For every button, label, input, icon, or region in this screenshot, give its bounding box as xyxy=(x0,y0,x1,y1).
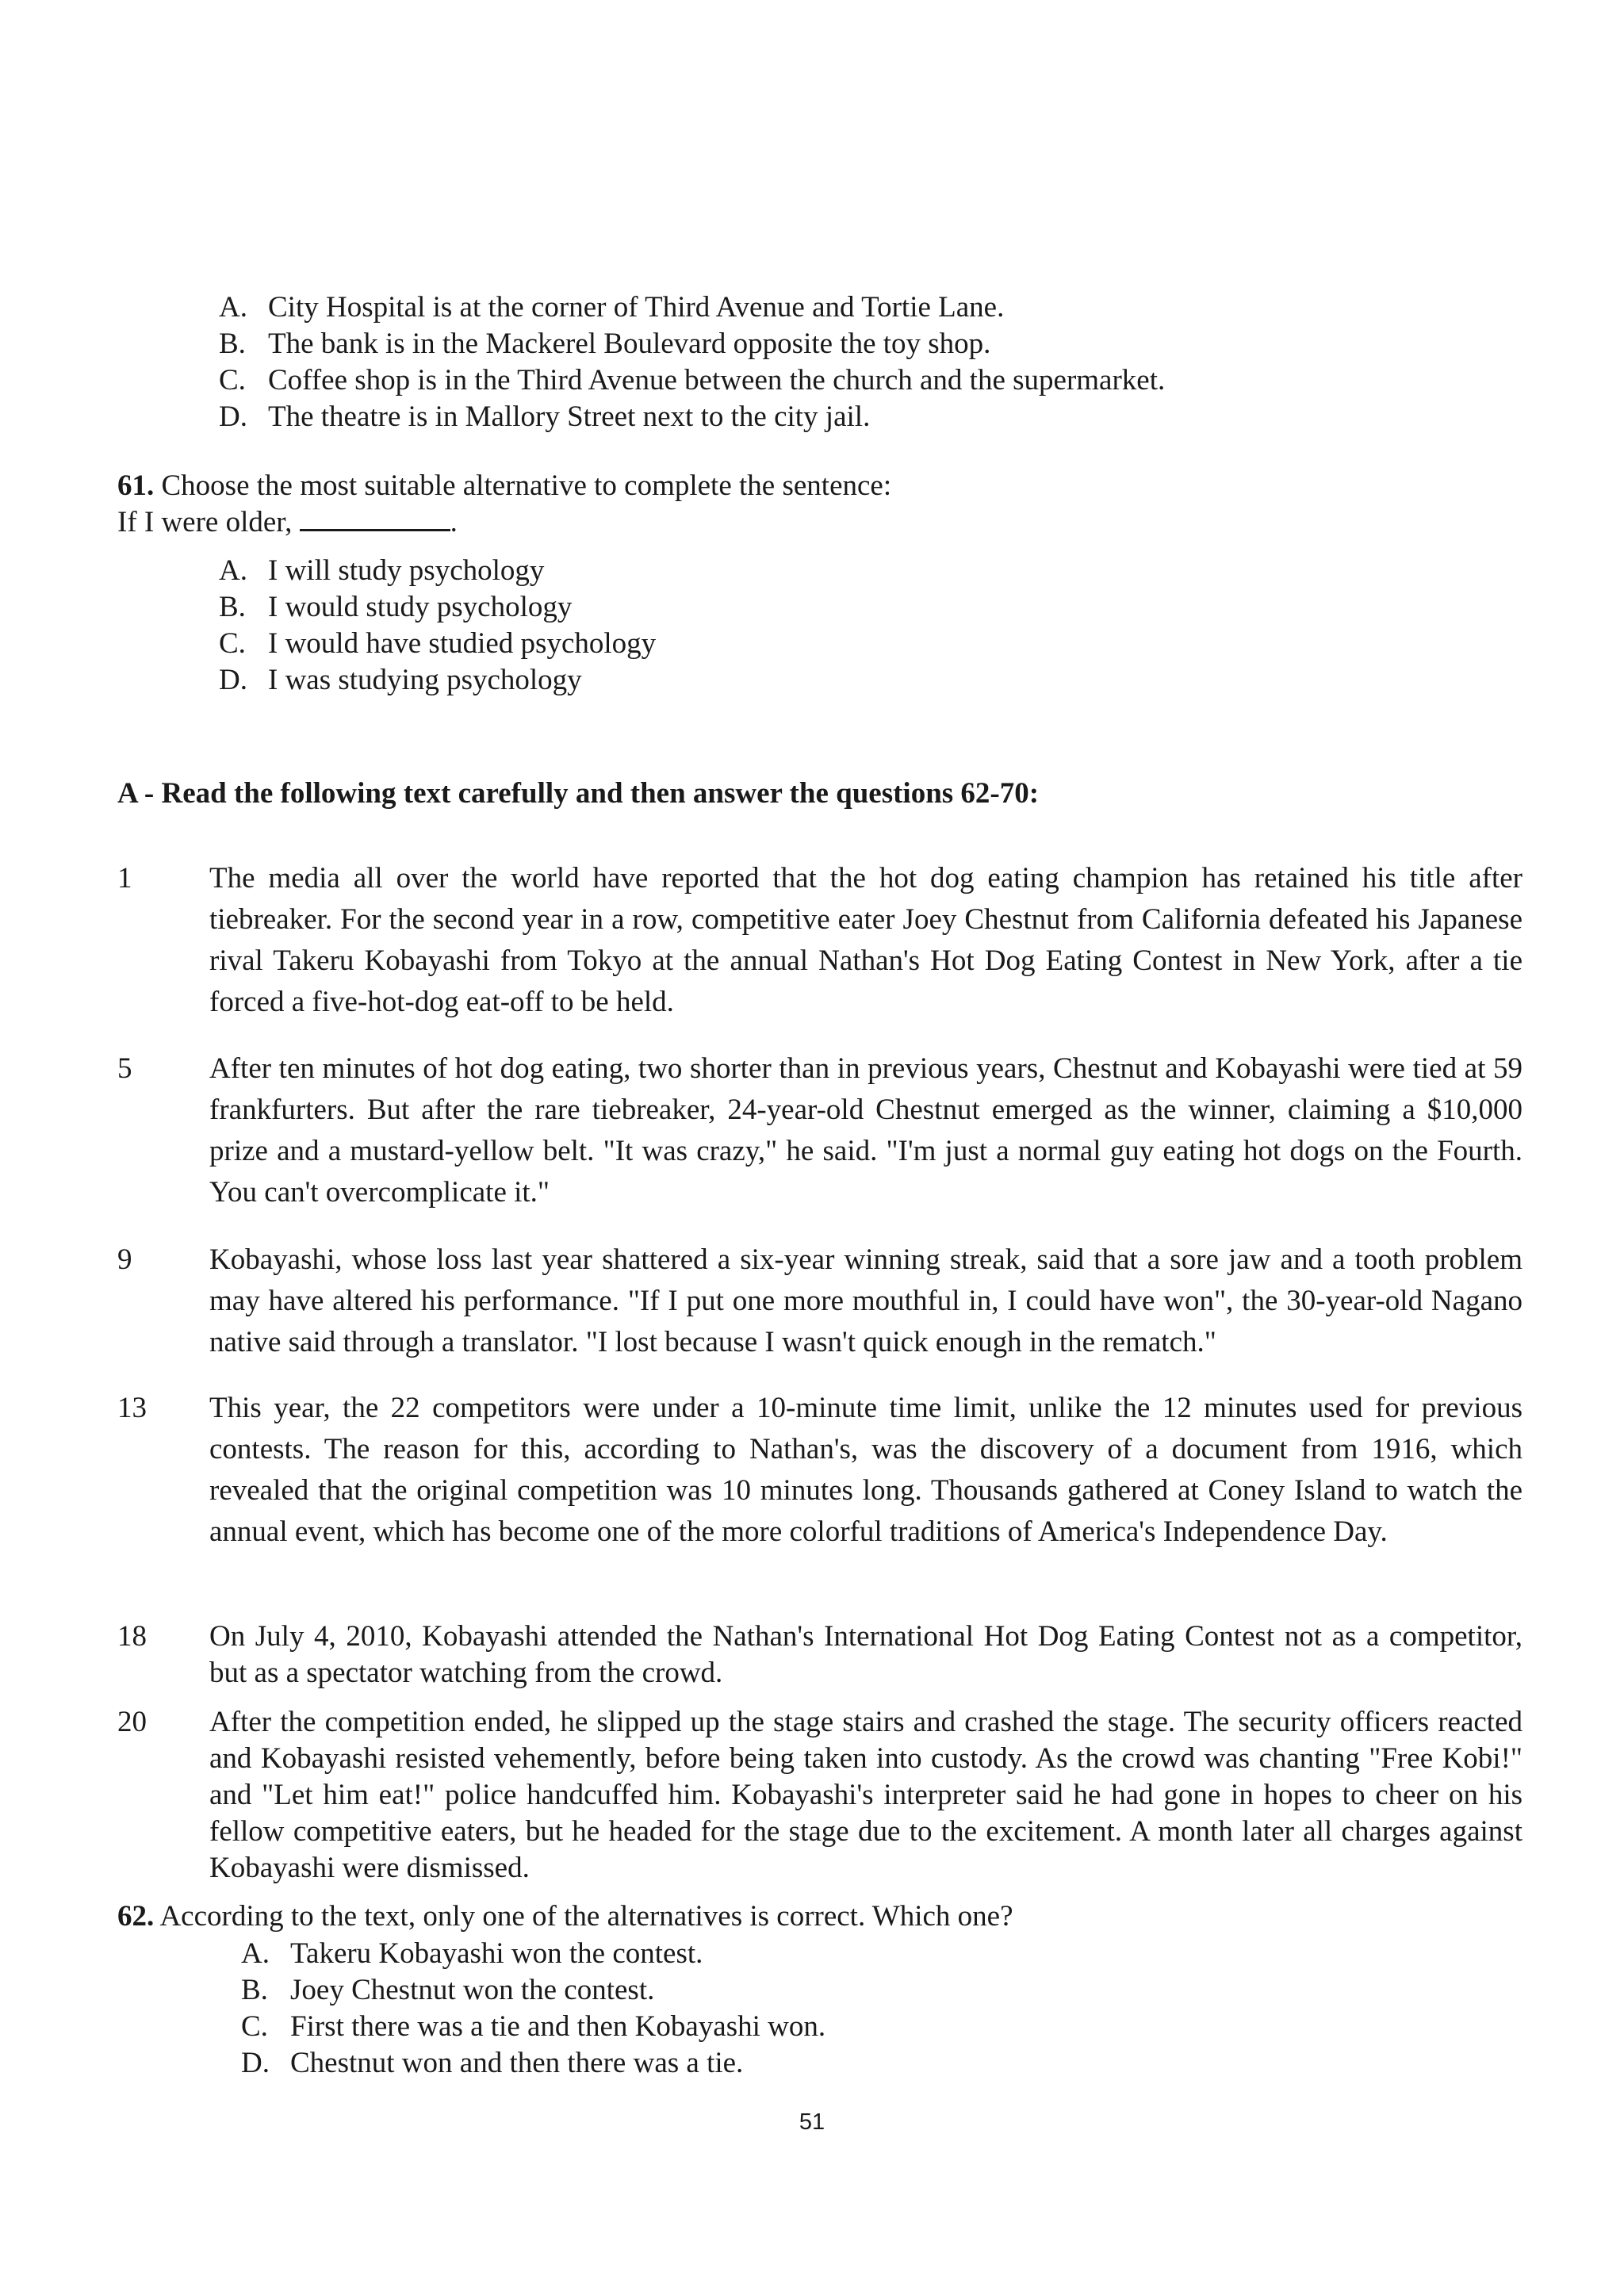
option-letter: D. xyxy=(219,400,247,433)
question-62 xyxy=(117,1898,1013,1935)
option-text: Joey Chestnut won the contest. xyxy=(290,1974,655,2006)
option-text: The bank is in the Mackerel Boulevard opposite the toy shop. xyxy=(268,328,991,360)
option-letter: B. xyxy=(241,1974,268,2006)
page-number: 51 xyxy=(799,2109,825,2135)
option-text: Chestnut won and then there was a tie. xyxy=(290,2047,744,2079)
q61-option-d xyxy=(219,662,582,699)
prev-option-b xyxy=(219,326,990,362)
q61-option-b xyxy=(219,589,572,626)
paragraph-text: After ten minutes of hot dog eating, two shorter than in previous years, Chestnut and Kobayashi were tied at 59 frankfurters. But after the rare tiebreaker, 24-year-old Chestnut emerged as the winner, claiming a $10,000 prize and a mustard-yellow belt. "It was crazy," he said. "I'm just a normal guy eating hot dogs on the Fourth. You can't overcomplicate it." xyxy=(209,1052,1522,1209)
prev-option-c xyxy=(219,362,1165,399)
question-61 xyxy=(117,468,891,541)
q62-option-b xyxy=(241,1972,654,2009)
option-letter: A. xyxy=(219,291,247,324)
option-text: City Hospital is at the corner of Third Avenue and Tortie Lane. xyxy=(268,291,1005,324)
option-letter: A. xyxy=(241,1937,270,1970)
line-number: 13 xyxy=(117,1392,147,1424)
option-letter: D. xyxy=(219,664,247,696)
line-number: 5 xyxy=(117,1052,132,1085)
option-letter: C. xyxy=(241,2010,268,2043)
q62-option-d xyxy=(241,2045,743,2082)
line-number: 18 xyxy=(117,1620,147,1653)
question-prompt-text: Choose the most suitable alternative to complete the sentence: xyxy=(154,469,892,502)
option-text: I was studying psychology xyxy=(268,664,582,696)
question-stem-text: If I were older, xyxy=(117,506,300,538)
paragraph-text: Kobayashi, whose loss last year shattered a six-year winning streak, said that a sore jaw and a tooth problem may have altered his performance. "If I put one more mouthful in, I could have won", the 30-year-old Nagano native said through a translator. "I lost because I wasn't quick enough in the rematch." xyxy=(209,1243,1522,1358)
q61-option-a xyxy=(219,553,544,589)
q62-option-a xyxy=(241,1936,703,1972)
line-number: 20 xyxy=(117,1706,147,1738)
question-stem-end: . xyxy=(450,506,458,538)
question-number: 61. xyxy=(117,469,155,502)
prev-option-d xyxy=(219,399,870,435)
option-letter: A. xyxy=(219,554,247,587)
prev-option-a xyxy=(219,289,1004,326)
q61-option-c xyxy=(219,626,656,662)
section-heading: A - Read the following text carefully and then answer the questions 62-70: xyxy=(117,777,1040,810)
paragraph-text: On July 4, 2010, Kobayashi attended the Nathan's International Hot Dog Eating Contest not as a competitor, but as a spectator watching from the crowd. xyxy=(209,1620,1522,1689)
option-text: Coffee shop is in the Third Avenue between the church and the supermarket. xyxy=(268,364,1166,397)
option-text: First there was a tie and then Kobayashi won. xyxy=(290,2010,826,2043)
paragraph-text: After the competition ended, he slipped up the stage stairs and crashed the stage. The security officers reacted and Kobayashi resisted vehemently, before being taken into custody. As the crowd was chanting "Free Kobi!" and "Let him eat!" police handcuffed him. Kobayashi's interpreter said he had gone in hopes to cheer on his fellow competitive eaters, but he headed for the stage due to the excitement. A month later all charges against Kobayashi were dismissed. xyxy=(209,1706,1522,1884)
paragraph-text: The media all over the world have reported that the hot dog eating champion has retained his title after tiebreaker. For the second year in a row, competitive eater Joey Chestnut from California defeated his Japanese rival Takeru Kobayashi from Tokyo at the annual Nathan's Hot Dog Eating Contest in New York, after a tie forced a five-hot-dog eat-off to be held. xyxy=(209,862,1522,1018)
option-letter: B. xyxy=(219,591,246,623)
option-letter: D. xyxy=(241,2047,270,2079)
option-text: I would study psychology xyxy=(268,591,573,623)
paragraph-text: This year, the 22 competitors were under a 10-minute time limit, unlike the 12 minutes used for previous contests. The reason for this, according to Nathan's, was the discovery of a document from 1916, which revealed that the original competition was 10 minutes long. Thousands gathered at Coney Island to watch the annual event, which has become one of the more colorful traditions of America's Independence Day. xyxy=(209,1392,1522,1548)
option-letter: B. xyxy=(219,328,246,360)
q62-option-c xyxy=(241,2009,825,2045)
answer-blank xyxy=(300,505,450,531)
question-prompt-text: According to the text, only one of the alternatives is correct. Which one? xyxy=(154,1900,1013,1933)
line-number: 9 xyxy=(117,1243,132,1276)
question-number: 62. xyxy=(117,1900,155,1933)
question-61-prompt xyxy=(117,468,891,504)
question-61-stem xyxy=(117,504,891,541)
option-text: I would have studied psychology xyxy=(268,627,657,660)
option-text: I will study psychology xyxy=(268,554,545,587)
line-number: 1 xyxy=(117,862,132,895)
option-text: Takeru Kobayashi won the contest. xyxy=(290,1937,703,1970)
option-letter: C. xyxy=(219,627,246,660)
option-letter: C. xyxy=(219,364,246,397)
option-text: The theatre is in Mallory Street next to the city jail. xyxy=(268,400,871,433)
